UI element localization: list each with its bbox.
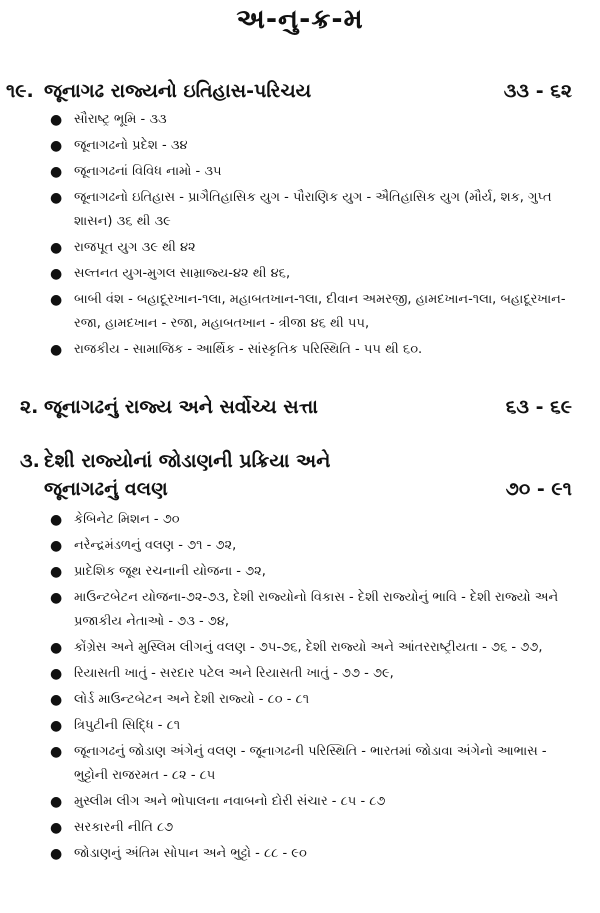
bullet-icon: ● (50, 112, 63, 128)
section-number: ૩. (20, 450, 40, 472)
section-number: ૨. (20, 396, 39, 418)
bullet-icon: ● (50, 744, 63, 760)
bullet-icon: ● (50, 538, 63, 554)
bullet-icon: ● (50, 164, 63, 180)
list-item: ● જૂનાગઢનાં વિવિધ નામો - ૩૫ (0, 160, 600, 184)
list-item: ● જોડાણનું અંતિમ સોપાન અને ભુટ્ટો - ૮૮ - ૯૦ (0, 842, 600, 866)
section-pages: ૭૦ - ૯૧ (505, 478, 572, 500)
bullet-icon: ● (50, 240, 63, 256)
bullet-icon: ● (50, 590, 63, 606)
section-number: ૧૯. (6, 80, 34, 102)
bullet-icon: ● (50, 292, 63, 308)
section-title: જૂનાગઢ રાજ્યનો ઇતિહાસ-પરિચય (44, 80, 312, 102)
bullet-icon: ● (50, 794, 63, 810)
section-title-cont: જૂનાગઢનું વલણ (44, 478, 168, 500)
bullet-icon: ● (50, 820, 63, 836)
list-item: ● જૂનાગઢનો પ્રદેશ - ૩૪ (0, 134, 600, 158)
section-pages: ૬૩ - ૬૯ (505, 396, 572, 418)
list-item: ● લોર્ડ માઉન્ટબેટન અને દેશી રાજ્યો - ૮૦ - ૮૧ (0, 688, 600, 712)
list-item: ● મુસ્લીમ લીગ અને ભોપાલના નવાબનો દોરી સંચાર - ૮૫ - ૮૭ (0, 790, 600, 814)
bullet-icon: ● (50, 512, 63, 528)
section-title: જૂનાગઢનું રાજ્ય અને સર્વોચ્ચ સત્તા (44, 396, 318, 418)
bullet-icon: ● (50, 266, 63, 282)
list-item: ● સૌરાષ્ટ્ર ભૂમિ - ૩૩ (0, 108, 600, 132)
bullet-icon: ● (50, 718, 63, 734)
list-item: ● જૂનાગઢનો ઇતિહાસ - પ્રાગૈતિહાસિક યુગ - પૌરાણિક યુગ - ઐતિહાસિક યુગ (મૌર્ય, શક, ગુપ્ત શાસન) ૩૬ થી ૩૯ (0, 186, 600, 234)
bullet-icon: ● (50, 190, 63, 206)
list-item: ● જૂનાગઢનું જોડાણ અંગેનું વલણ - જૂનાગઢની પરિસ્થિતિ - ભારતમાં જોડાવા અંગેનો આભાસ - ભુટ્ટોની રાજરમત - ૮૨ - ૮૫ (0, 740, 600, 788)
section-19-items (0, 108, 600, 364)
section-pages: ૩૩ - ૬૨ (503, 80, 572, 102)
bullet-icon: ● (50, 564, 63, 580)
bullet-icon: ● (50, 846, 63, 862)
list-item: ● બાબી વંશ - બહાદૂરખાન-૧લા, મહાબતખાન-૧લા, દીવાન અમરજી, હામદખાન-૧લા, બહાદૂરખાન-રજા, હામદખાન - રજા, મહાબતખાન - ત્રીજા ૪૬ થી ૫૫, (0, 288, 600, 336)
section-3-items (0, 508, 600, 868)
list-item: ● પ્રાદેશિક જૂથ રચનાની યોજના - ૭૨, (0, 560, 600, 584)
bullet-icon: ● (50, 640, 63, 656)
list-item: ● ત્રિપુટીની સિદ્ધિ - ૮૧ (0, 714, 600, 738)
list-item: ● નરેન્દ્રમંડળનું વલણ - ૭૧ - ૭૨, (0, 534, 600, 558)
list-item: ● રાજપૂત યુગ ૩૯ થી ૪૨ (0, 236, 600, 260)
list-item: ● કોંગ્રેસ અને મુસ્લિમ લીગનું વલણ - ૭૫-૭૬, દેશી રાજ્યો અને આંતરરાષ્ટ્રીયતા - ૭૬ - ૭૭, (0, 636, 600, 660)
bullet-icon: ● (50, 342, 63, 358)
page-title: અ-નુ-ક્ર-મ (236, 4, 364, 35)
bullet-icon: ● (50, 138, 63, 154)
list-item: ● સલ્તનત યુગ-મુગલ સામ્રાજ્ય-૪૨ થી ૪૬, (0, 262, 600, 286)
list-item: ● કેબિનેટ મિશન - ૭૦ (0, 508, 600, 532)
section-title: દેશી રાજ્યોનાં જોડાણની પ્રક્રિયા અને (44, 450, 331, 472)
list-item: ● સરકારની નીતિ ૮૭ (0, 816, 600, 840)
list-item: ● માઉન્ટબેટન યોજના-૭૨-૭૩, દેશી રાજ્યોનો વિકાસ - દેશી રાજ્યોનું ભાવિ - દેશી રાજ્યો અને પ્રજાકીય નેતાઓ - ૭૩ - ૭૪, (0, 586, 600, 634)
list-item: ● રિયાસતી ખાતું - સરદાર પટેલ અને રિયાસતી ખાતું - ૭૭ - ૭૯, (0, 662, 600, 686)
list-item: ● રાજકીય - સામાજિક - આર્થિક - સાંસ્કૃતિક પરિસ્થિતિ - ૫૫ થી ૬૦. (0, 338, 600, 362)
bullet-icon: ● (50, 666, 63, 682)
bullet-icon: ● (50, 692, 63, 708)
